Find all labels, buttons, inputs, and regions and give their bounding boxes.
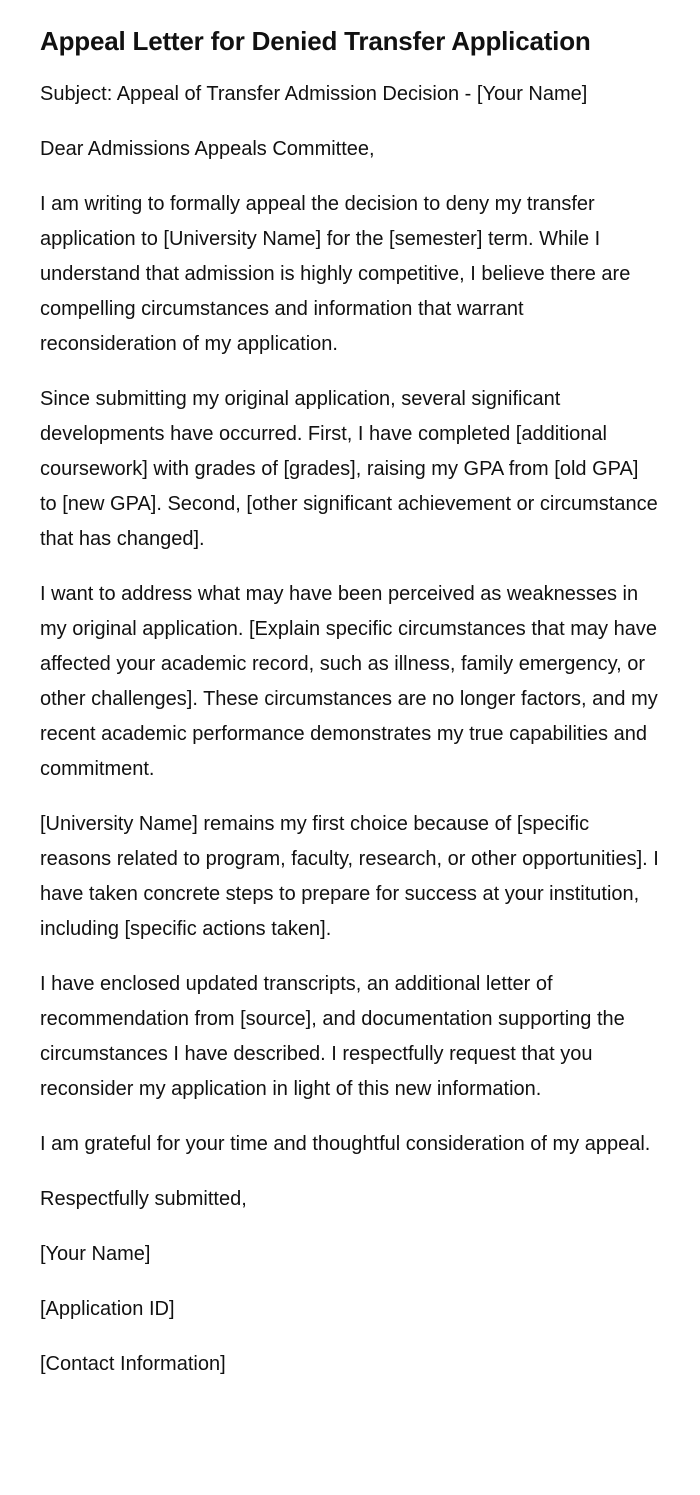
body-paragraph-3: I want to address what may have been perceived as weaknesses in my original application. [Explain specific circumstances that may have affected your academic record, such as illness, family emergency, or other challenges]. These circumstances are no longer factors, and my recent academic performance demonstrates my true capabilities and commitment.: [40, 583, 658, 780]
body-paragraph-1: I am writing to formally appeal the decision to deny my transfer application to [University Name] for the [semester] term. While I understand that admission is highly competitive, I believe there are compelling circumstances and information that warrant reconsideration of my application.: [40, 193, 631, 355]
salutation: Dear Admissions Appeals Committee,: [40, 138, 375, 160]
body-paragraph-5: I have enclosed updated transcripts, an additional letter of recommendation from [source], and documentation supporting the circumstances I have described. I respectfully request that you reconsider my application in light of this new information.: [40, 973, 625, 1100]
signature-name: [Your Name]: [40, 1243, 151, 1265]
signature-application-id: [Application ID]: [40, 1298, 175, 1320]
subject-line: Subject: Appeal of Transfer Admission Decision - [Your Name]: [40, 83, 588, 105]
signature-contact-info: [Contact Information]: [40, 1353, 226, 1375]
body-paragraph-4: [University Name] remains my first choice because of [specific reasons related to program, faculty, research, or other opportunities]. I have taken concrete steps to prepare for success at your institution, including [specific actions taken].: [40, 813, 659, 940]
body-paragraph-6: I am grateful for your time and thoughtful consideration of my appeal.: [40, 1133, 651, 1155]
body-paragraph-2: Since submitting my original application, several significant developments have occurred. First, I have completed [additional coursework] with grades of [grades], raising my GPA from [old GPA] to [new GPA]. Second, [other significant achievement or circumstance that has changed].: [40, 388, 658, 550]
letter-title: Appeal Letter for Denied Transfer Application: [40, 26, 591, 56]
closing-line: Respectfully submitted,: [40, 1188, 247, 1210]
